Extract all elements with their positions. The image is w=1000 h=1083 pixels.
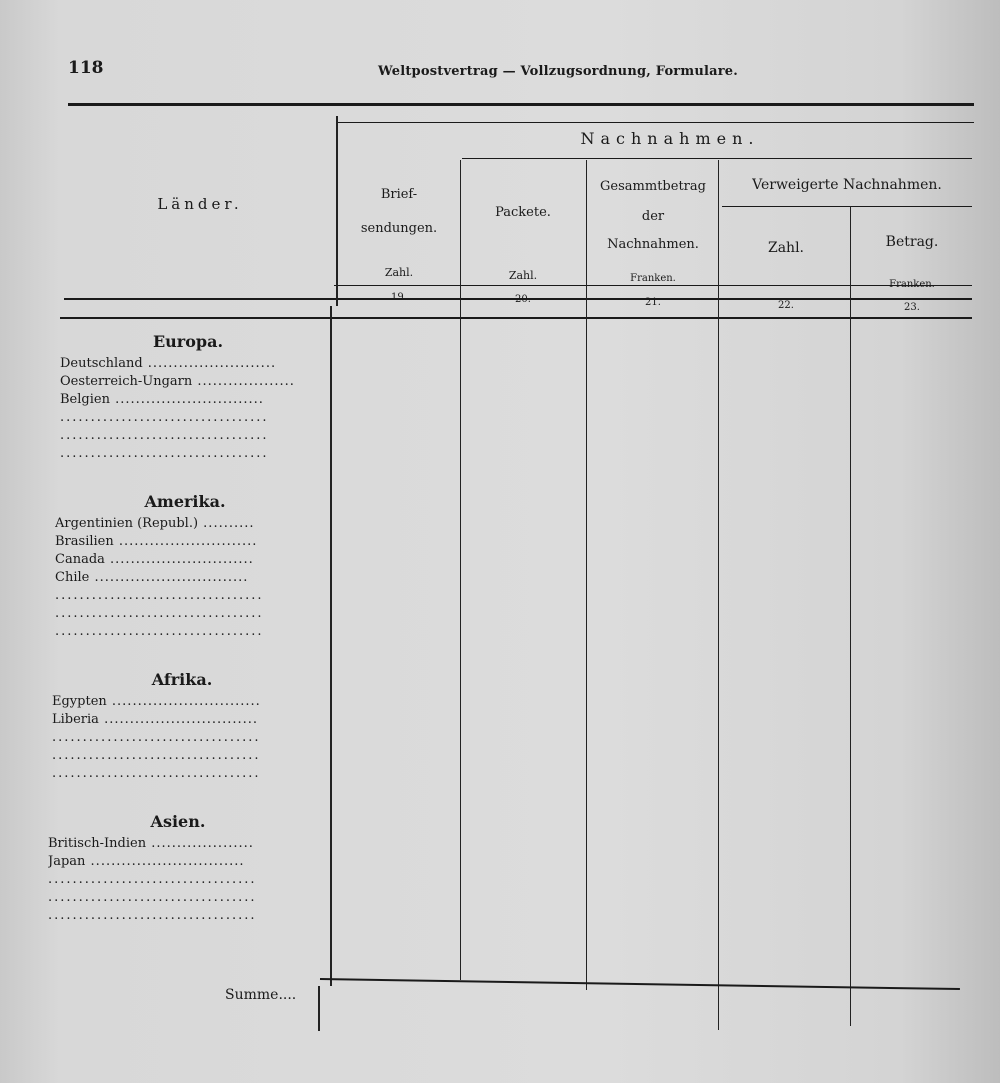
gesammt-unit: Franken.: [630, 273, 676, 284]
region-heading: Afrika.: [151, 670, 213, 689]
laender-heading: Länder.: [157, 195, 243, 213]
blank-row: ..................................: [48, 872, 257, 887]
packete-label: Packete.: [495, 205, 551, 220]
packete-unit: Zahl.: [508, 269, 538, 282]
betrag-label: Betrag.: [885, 234, 939, 250]
country-name: Argentinien (Republ.): [55, 516, 199, 531]
country-row: Brasilien ...........................: [55, 534, 258, 549]
header-bottom-rule: [60, 317, 972, 319]
verweigerte-heading: Verweigerte Nachnahmen.: [752, 177, 942, 193]
country-row: Oesterreich-Ungarn ...................: [60, 374, 295, 389]
top-rule-thin: [338, 122, 974, 123]
nachnahmen-rule: [462, 158, 972, 159]
country-name: Britisch-Indien: [48, 836, 147, 851]
summe-label: Summe....: [225, 987, 297, 1003]
blank-row: ..................................: [48, 890, 257, 905]
country-name: Canada: [55, 552, 105, 567]
col-divider-21: [718, 160, 719, 1030]
country-name: Japan: [48, 854, 86, 869]
gesammt-label-2: der: [641, 209, 665, 224]
gesammt-col-num: 21.: [645, 297, 661, 308]
gesammt-label-3: Nachnahmen.: [607, 237, 699, 252]
betrag-col-num: 23.: [904, 302, 920, 313]
blank-row: ..................................: [60, 428, 269, 443]
country-name: Belgien: [60, 392, 110, 407]
verweigerte-rule: [722, 206, 972, 207]
brief-col-num: 19.: [391, 292, 407, 303]
country-row: Britisch-Indien ....................: [48, 836, 254, 851]
blank-row: ..................................: [52, 748, 261, 763]
blank-row: ..................................: [55, 624, 264, 639]
zahl-label: Zahl.: [767, 240, 805, 256]
country-name: Brasilien: [55, 534, 114, 549]
col-divider-22: [850, 206, 851, 1026]
country-row: Canada ............................: [55, 552, 254, 567]
region-heading: Amerika.: [144, 492, 226, 511]
country-name: Deutschland: [60, 356, 143, 371]
blank-row: ..................................: [55, 606, 264, 621]
country-row: Japan ..............................: [48, 854, 245, 869]
col-divider-19: [460, 160, 461, 980]
blank-row: ..................................: [52, 730, 261, 745]
blank-row: ..................................: [55, 588, 264, 603]
country-row: Deutschland .........................: [60, 356, 277, 371]
country-row: Liberia ..............................: [52, 712, 259, 727]
region-heading: Asien.: [150, 812, 206, 831]
country-name: Oesterreich-Ungarn: [60, 374, 193, 389]
col-divider-laender: [330, 306, 332, 986]
brief-unit: Zahl.: [384, 266, 414, 279]
region-heading: Europa.: [152, 332, 224, 351]
country-name: Liberia: [52, 712, 99, 727]
page-number: 118: [68, 58, 104, 78]
country-name: Chile: [55, 570, 90, 585]
country-row: Argentinien (Republ.) ..........: [55, 516, 255, 531]
packete-col-num: 20.: [515, 294, 531, 305]
betrag-unit: Franken.: [889, 279, 935, 290]
blank-row: ..................................: [60, 410, 269, 425]
gesammt-label-1: Gesammtbetrag: [600, 179, 706, 194]
summe-rule: [320, 978, 960, 990]
blank-row: ..................................: [60, 446, 269, 461]
nachnahmen-heading: Nachnahmen.: [580, 129, 760, 148]
blank-row: ..................................: [52, 766, 261, 781]
country-row: Belgien .............................: [60, 392, 264, 407]
brief-label-1: Brief-: [380, 187, 418, 202]
country-name: Egypten: [52, 694, 107, 709]
col-divider-laender-bottom: [318, 986, 320, 1031]
col-divider-laender-top: [336, 116, 338, 306]
country-row: Egypten .............................: [52, 694, 261, 709]
top-rule: [68, 103, 974, 106]
blank-row: ..................................: [48, 908, 257, 923]
running-title: Weltpostvertrag — Vollzugsordnung, Formulare.: [378, 64, 738, 79]
brief-label-2: sendungen.: [360, 221, 438, 236]
zahl-col-num: 22.: [778, 300, 794, 311]
country-row: Chile ..............................: [55, 570, 249, 585]
col-divider-20: [586, 160, 587, 990]
